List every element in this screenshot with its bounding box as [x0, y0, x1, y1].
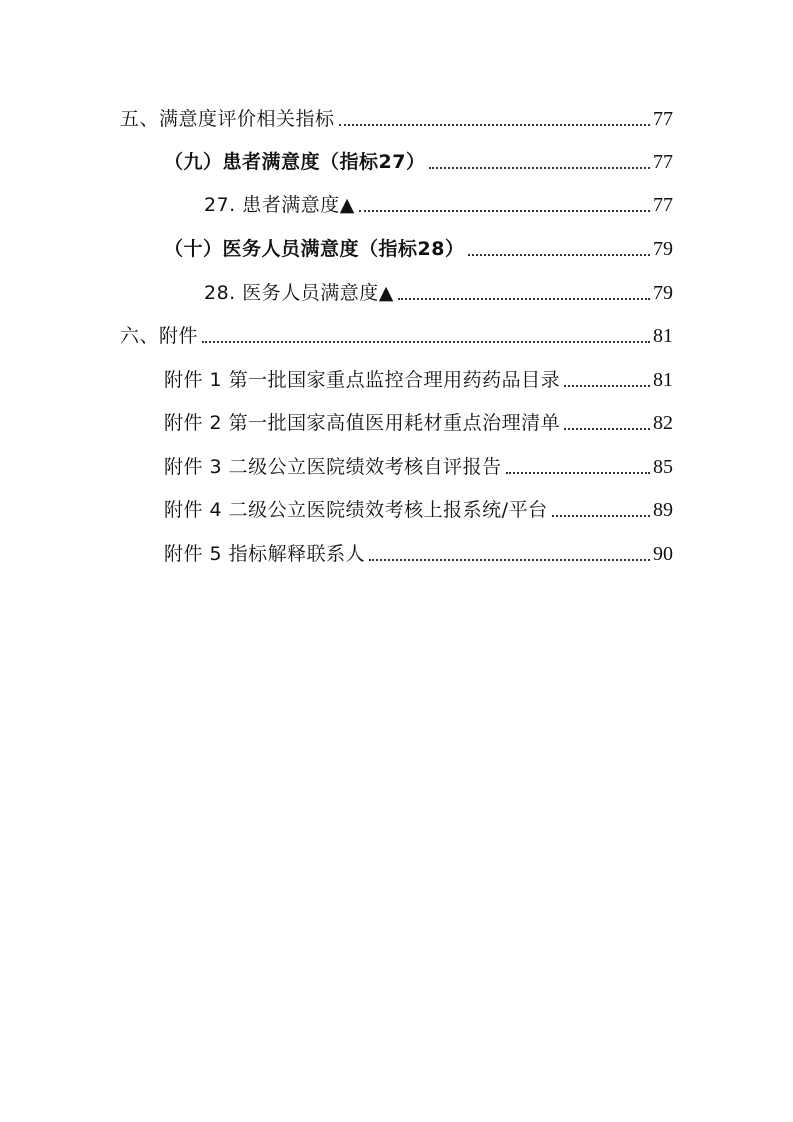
toc-entry-title: 附件 2 第一批国家高值医用耗材重点治理清单	[164, 412, 561, 434]
toc-page-number: 85	[653, 456, 673, 478]
toc-entry-title: （十）医务人员满意度（指标28）	[164, 238, 465, 260]
toc-page-number: 77	[653, 151, 673, 173]
toc-entry-indicator-27[interactable]	[204, 190, 673, 220]
toc-entry-indicator-28[interactable]	[204, 278, 673, 308]
toc-page-number: 77	[653, 194, 673, 216]
toc-entry-title: 五、满意度评价相关指标	[120, 108, 335, 130]
toc-entry-appendix-5[interactable]	[164, 539, 673, 569]
toc-page-number: 81	[653, 325, 673, 347]
dot-leader	[506, 472, 650, 474]
toc-entry-title: （九）患者满意度（指标27）	[164, 151, 426, 173]
toc-entry-appendix-1[interactable]	[164, 365, 673, 395]
dot-leader	[339, 124, 650, 126]
toc-entry-appendix-3[interactable]	[164, 452, 673, 482]
toc-page-number: 82	[653, 412, 673, 434]
toc-entry-appendix-section[interactable]	[120, 321, 673, 351]
toc-page-number: 77	[653, 108, 673, 130]
toc-page-number: 90	[653, 543, 673, 565]
toc-entry-title: 六、附件	[120, 325, 199, 347]
toc-entry-appendix-2[interactable]	[164, 408, 673, 438]
toc-page-number: 79	[653, 238, 673, 260]
dot-leader	[398, 298, 650, 300]
dot-leader	[564, 385, 650, 387]
toc-page-number: 81	[653, 369, 673, 391]
dot-leader	[429, 167, 650, 169]
toc-entry-title: 附件 4 二级公立医院绩效考核上报系统/平台	[164, 499, 548, 521]
toc-entry-title: 28. 医务人员满意度▲	[204, 282, 394, 304]
toc-entry-patient-satisfaction-group[interactable]	[164, 147, 673, 177]
toc-entry-staff-satisfaction-group[interactable]	[164, 234, 673, 264]
toc-entry-title: 附件 3 二级公立医院绩效考核自评报告	[164, 456, 502, 478]
toc-entry-title: 附件 1 第一批国家重点监控合理用药药品目录	[164, 369, 561, 391]
toc-entry-title: 附件 5 指标解释联系人	[164, 543, 366, 565]
toc-entry-appendix-4[interactable]	[164, 495, 673, 525]
toc-page-number: 89	[653, 499, 673, 521]
toc-page-number: 79	[653, 282, 673, 304]
toc-entry-satisfaction-section[interactable]	[120, 104, 673, 134]
dot-leader	[552, 515, 650, 517]
dot-leader	[202, 341, 650, 343]
dot-leader	[468, 254, 650, 256]
dot-leader	[359, 210, 650, 212]
toc-entry-title: 27. 患者满意度▲	[204, 194, 355, 216]
dot-leader	[564, 428, 650, 430]
dot-leader	[369, 559, 650, 561]
